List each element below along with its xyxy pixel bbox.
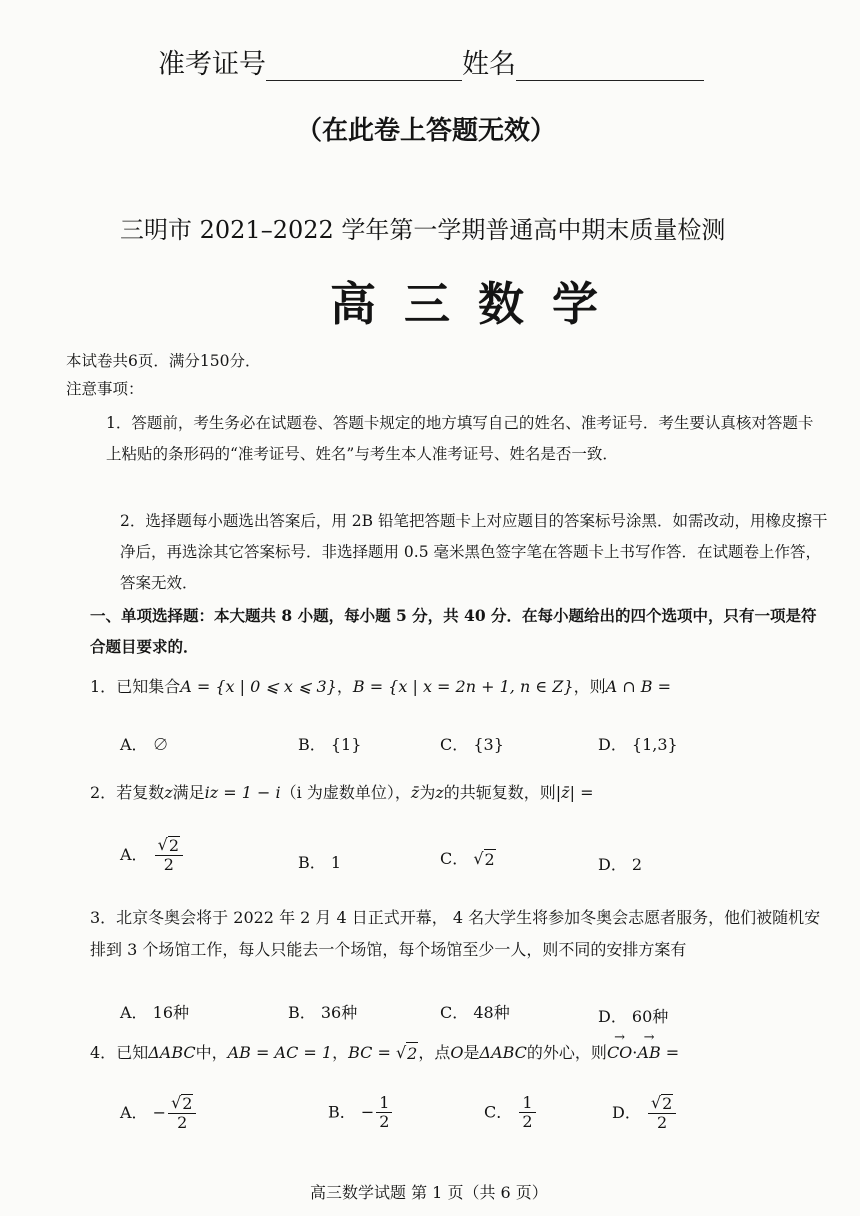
q2-text-c: （i 为虚数单位）， xyxy=(280,783,411,802)
q2-option-a xyxy=(120,836,185,875)
q4-text-c: ，点 xyxy=(418,1043,451,1062)
q2-option-a-fraction: √ 2 2 xyxy=(155,836,183,875)
q2-text-d: 为 xyxy=(419,783,436,802)
name-blank xyxy=(516,49,704,81)
q4-equals: = xyxy=(660,1043,680,1062)
exam-id-blank xyxy=(266,49,462,81)
page-footer: 高三数学试题 第 1 页（共 6 页） xyxy=(310,1183,548,1202)
q1-set-b: B = {x | x = 2n + 1, n ∈ Z} xyxy=(352,677,574,696)
q4-option-d: D． √ 2 2 xyxy=(612,1094,678,1133)
q4-option-c-fraction: $\frac{1}{2}$ xyxy=(519,1094,535,1132)
q3-option-b: B． 36种 xyxy=(288,1003,358,1022)
q1-text-a: 已知集合 xyxy=(116,677,181,696)
question-4 xyxy=(90,1042,679,1065)
question-2 xyxy=(90,782,593,804)
q4-text-a: 已知 xyxy=(116,1043,149,1062)
q2-option-a-label: A． xyxy=(120,844,148,864)
q2-z-2: z xyxy=(435,783,444,802)
q2-option-c-sqrt: √ 2 xyxy=(473,849,495,869)
q1-option-c: C． {3} xyxy=(440,735,504,754)
exam-id-label: 准考证号 xyxy=(158,49,266,80)
q4-option-b-fraction: $\frac{1}{2}$ xyxy=(376,1094,392,1132)
q1-text-b: ，则 xyxy=(573,677,606,696)
q2-text-e: 的共轭复数，则 xyxy=(443,783,556,802)
q1-option-d: D． {1,3} xyxy=(598,735,678,754)
q2-equation: iz = 1 − i xyxy=(204,783,281,802)
q4-eq2: BC = √ 2 xyxy=(348,1043,418,1063)
q3-option-d: D． 60种 xyxy=(598,1007,669,1026)
q1-comma: ， xyxy=(336,677,353,696)
q2-option-b: B． 1 xyxy=(298,853,342,872)
q4-dot: · xyxy=(632,1043,638,1062)
name-label: 姓名 xyxy=(462,49,516,80)
exam-title: 三明市 2021–2022 学年第一学期普通高中期末质量检测 xyxy=(120,216,726,244)
q4-option-a: A． − √ 2 2 xyxy=(120,1094,198,1133)
q2-option-d: D． 2 xyxy=(598,855,643,874)
q1-option-a: A． ∅ xyxy=(120,735,169,754)
q2-z: z xyxy=(164,783,173,802)
q2-zbar: z̄ xyxy=(410,783,420,802)
q2-number: 2． xyxy=(90,783,117,802)
q4-comma: ， xyxy=(332,1043,349,1062)
q4-option-c: C． $\frac{1}{2}$ xyxy=(484,1094,538,1132)
notice-item-1: 1．答题前，考生务必在试题卷、答题卡规定的地方填写自己的姓名、准考证号．考生要认真核对答题卡上粘贴的条形码的“准考证号、姓名”与考生本人准考证号、姓名是否一致． xyxy=(106,414,814,463)
notice-item-2: 2．选择题每小题选出答案后，用 2B 铅笔把答题卡上对应题目的答案标号涂黑．如需改动，用橡皮擦干净后，再选涂其它答案标号．非选择题用 0.5 毫米黑色签字笔在答题卡上书写作答．在试题卷上作答，答案无效． xyxy=(120,512,828,592)
q2-text-b: 满足 xyxy=(172,783,205,802)
q2-abs-expr: |z̄| = xyxy=(555,783,594,802)
question-1 xyxy=(90,676,671,698)
q1-expr: A ∩ B = xyxy=(605,677,671,696)
q4-option-d-fraction: √ 2 2 xyxy=(648,1094,676,1133)
q2-option-c xyxy=(440,846,496,869)
q4-eq1: AB = AC = 1 xyxy=(227,1043,333,1062)
q4-text-e: 的外心，则 xyxy=(526,1043,607,1062)
q4-option-a-fraction: √ 2 2 xyxy=(168,1094,196,1133)
q4-vector-co: → CO xyxy=(607,1042,632,1064)
q3-option-c: C． 48种 xyxy=(440,1003,510,1022)
q2-option-c-label: C． xyxy=(440,849,469,868)
q4-text-d: 是 xyxy=(463,1043,480,1062)
q4-vector-ab: → AB xyxy=(637,1042,660,1064)
q3-option-a: A． 16种 xyxy=(120,1003,190,1022)
notice-label: 注意事项： xyxy=(66,380,144,398)
pages-score: 本试卷共6页．满分150分． xyxy=(66,352,261,370)
candidate-info-line xyxy=(158,42,704,81)
q1-set-a: A = {x | 0 ⩽ x ⩽ 3} xyxy=(180,677,337,696)
q2-text-a: 若复数 xyxy=(116,783,165,802)
q4-triangle-2: ΔABC xyxy=(479,1043,527,1062)
section-1-heading: 一、单项选择题：本大题共 8 小题，每小题 5 分，共 40 分．在每小题给出的四个选项中，只有一项是符合题目要求的． xyxy=(90,606,817,656)
question-3: 3．北京冬奥会将于 2022 年 2 月 4 日正式开幕， 4 名大学生将参加冬奥会志愿者服务，他们被随机安排到 3 个场馆工作，每人只能去一个场馆，每个场馆至少一人，则不同的安排方案有 xyxy=(90,908,821,959)
q4-o: O xyxy=(450,1043,464,1062)
q4-text-b: 中， xyxy=(195,1043,228,1062)
q4-option-b: B． − $\frac{1}{2}$ xyxy=(328,1094,394,1132)
subject-title: 高三数学 xyxy=(330,277,626,331)
q1-option-b: B． {1} xyxy=(298,735,362,754)
q4-number: 4． xyxy=(90,1043,117,1062)
q1-number: 1． xyxy=(90,677,117,696)
invalid-answer-note: （在此卷上答题无效） xyxy=(296,116,557,146)
q4-triangle: ΔABC xyxy=(148,1043,196,1062)
